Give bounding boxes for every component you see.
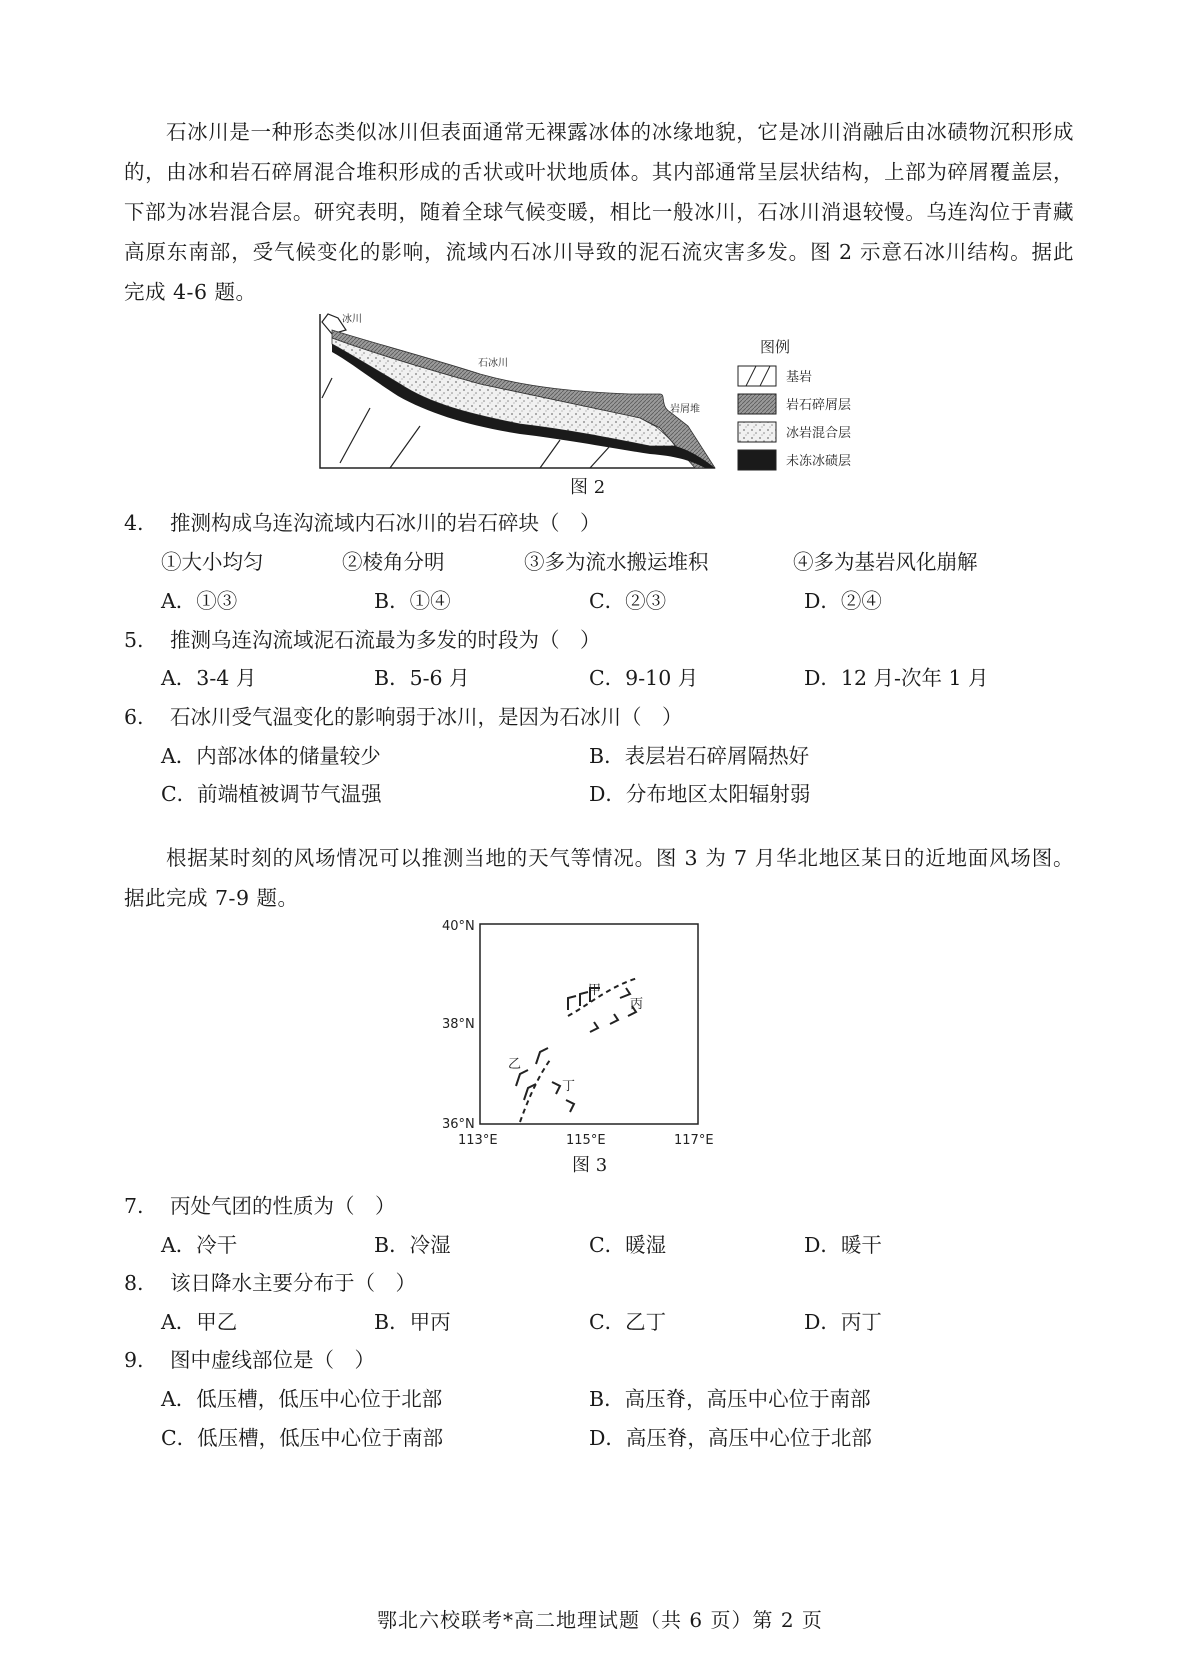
legend-ice-rock: 冰岩混合层 bbox=[786, 426, 852, 441]
label-rock-glacier: 石冰川 bbox=[478, 358, 508, 369]
q7-option-c: C．暖湿 bbox=[589, 1233, 667, 1257]
q4-item-3: ③多为流水搬运堆积 bbox=[524, 550, 709, 574]
question-number: 7. bbox=[124, 1194, 144, 1218]
lat-36: 36°N bbox=[442, 1117, 475, 1132]
q5-option-a: A．3-4 月 bbox=[161, 666, 257, 690]
question-number: 6. bbox=[124, 705, 144, 729]
lon-113: 113°E bbox=[458, 1133, 498, 1148]
legend-moraine: 未冻冰碛层 bbox=[786, 454, 852, 469]
passage-rock-glacier: 石冰川是一种形态类似冰川但表面通常无裸露冰体的冰缘地貌，它是冰川消融后由冰碛物沉积形成的，由冰和岩石碎屑混合堆积形成的舌状或叶状地质体。其内部通常呈层状结构，上部为碎屑覆盖层，下部为冰岩混合层。研究表明，随着全球气候变暖，相比一般冰川，石冰川消退较慢。乌连沟位于青藏高原东南部，受气候变化的影响，流域内石冰川导致的泥石流灾害多发。图 2 示意石冰川结构。据此完成 4-6 题。 bbox=[124, 120, 1074, 304]
q8-option-d: D．丙丁 bbox=[804, 1310, 882, 1334]
lon-117: 117°E bbox=[674, 1133, 714, 1148]
figure-2-legend bbox=[738, 338, 851, 470]
question-number: 5. bbox=[124, 628, 144, 652]
question-6 bbox=[124, 703, 683, 731]
page-footer: 鄂北六校联考*高二地理试题（共 6 页）第 2 页 bbox=[377, 1608, 823, 1632]
question-number: 9. bbox=[124, 1348, 144, 1372]
question-stem: 石冰川受气温变化的影响弱于冰川，是因为石冰川（ ） bbox=[170, 705, 683, 729]
q8-option-a: A．甲乙 bbox=[161, 1310, 238, 1334]
point-jia: 甲 bbox=[588, 983, 602, 998]
q6-option-d: D．分布地区太阳辐射弱 bbox=[589, 782, 811, 806]
question-number: 4. bbox=[124, 511, 144, 535]
label-glacier: 冰川 bbox=[342, 314, 362, 325]
map-frame bbox=[480, 924, 698, 1124]
q4-item-1: ①大小均匀 bbox=[161, 550, 264, 574]
legend-title: 图例 bbox=[760, 338, 791, 356]
q4-option-c: C．②③ bbox=[589, 589, 667, 613]
lat-40: 40°N bbox=[442, 919, 475, 934]
question-stem: 图中虚线部位是（ ） bbox=[170, 1348, 375, 1372]
q7-option-b: B．冷湿 bbox=[374, 1233, 451, 1257]
q5-option-b: B．5-6 月 bbox=[374, 666, 470, 690]
legend-debris: 岩石碎屑层 bbox=[786, 398, 852, 413]
q7-option-d: D．暖干 bbox=[804, 1233, 882, 1257]
q6-option-b: B．表层岩石碎屑隔热好 bbox=[589, 744, 810, 768]
q4-option-a: A．①③ bbox=[161, 589, 238, 613]
q8-option-b: B．甲丙 bbox=[374, 1310, 451, 1334]
q7-option-a: A．冷干 bbox=[161, 1233, 238, 1257]
lon-115: 115°E bbox=[566, 1133, 606, 1148]
question-8 bbox=[124, 1269, 416, 1297]
question-stem: 推测构成乌连沟流域内石冰川的岩石碎块（ ） bbox=[170, 511, 601, 535]
q9-option-a: A．低压槽，低压中心位于北部 bbox=[161, 1387, 443, 1411]
figure-2-rock-glacier-diagram bbox=[310, 308, 910, 478]
q4-option-b: B．①④ bbox=[374, 589, 451, 613]
label-talus: 岩屑堆 bbox=[670, 404, 700, 415]
q9-option-b: B．高压脊，高压中心位于南部 bbox=[589, 1387, 871, 1411]
question-5 bbox=[124, 626, 601, 654]
q5-option-c: C．9-10 月 bbox=[589, 666, 699, 690]
figure-3-wind-field-map bbox=[440, 914, 740, 1154]
q5-option-d: D．12 月-次年 1 月 bbox=[804, 666, 989, 690]
question-9 bbox=[124, 1346, 375, 1374]
passage-wind-field: 根据某时刻的风场情况可以推测当地的天气等情况。图 3 为 7 月华北地区某日的近地面风场图。据此完成 7-9 题。 bbox=[124, 846, 1074, 910]
question-stem: 该日降水主要分布于（ ） bbox=[170, 1271, 416, 1295]
q4-item-2: ②棱角分明 bbox=[342, 550, 445, 574]
question-7 bbox=[124, 1192, 396, 1220]
q6-option-c: C．前端植被调节气温强 bbox=[161, 782, 382, 806]
legend-bedrock: 基岩 bbox=[786, 370, 813, 385]
q6-option-a: A．内部冰体的储量较少 bbox=[161, 744, 381, 768]
figure-3-caption: 图 3 bbox=[572, 1155, 608, 1176]
lat-38: 38°N bbox=[442, 1017, 475, 1032]
q4-option-d: D．②④ bbox=[804, 589, 882, 613]
point-yi: 乙 bbox=[508, 1057, 522, 1072]
q4-item-4: ④多为基岩风化崩解 bbox=[793, 550, 978, 574]
q8-option-c: C．乙丁 bbox=[589, 1310, 667, 1334]
point-bing: 丙 bbox=[630, 997, 644, 1012]
figure-2-caption: 图 2 bbox=[570, 477, 606, 498]
question-number: 8. bbox=[124, 1271, 144, 1295]
question-stem: 推测乌连沟流域泥石流最为多发的时段为（ ） bbox=[170, 628, 601, 652]
question-stem: 丙处气团的性质为（ ） bbox=[170, 1194, 396, 1218]
q9-option-c: C．低压槽，低压中心位于南部 bbox=[161, 1426, 444, 1450]
point-ding: 丁 bbox=[562, 1079, 576, 1094]
q9-option-d: D．高压脊，高压中心位于北部 bbox=[589, 1426, 872, 1450]
question-4 bbox=[124, 509, 601, 537]
